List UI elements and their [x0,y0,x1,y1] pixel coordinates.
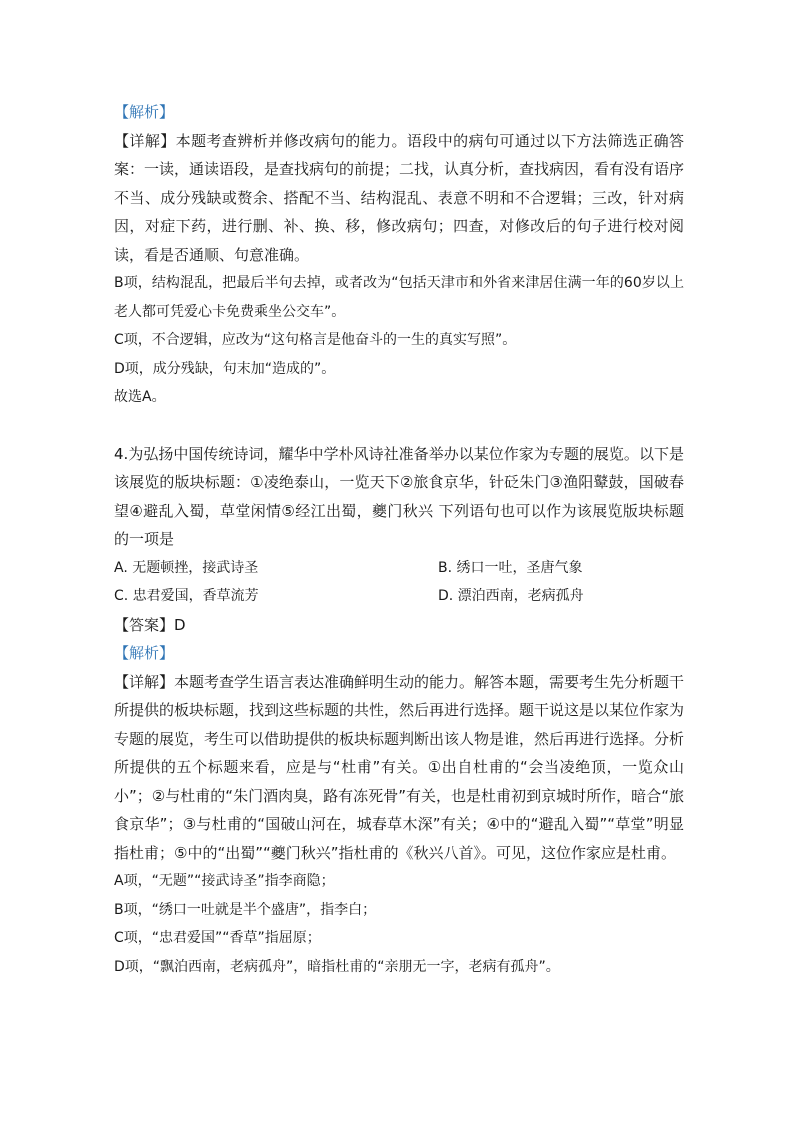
answer-line-d: D项，成分残缺，句末加“造成的”。 [114,360,336,377]
analysis-label-2: 【解析】 [114,644,175,662]
conclusion-line: 故选A。 [114,389,166,405]
explain-line-c: C项，“忠君爱国”“香草”指屈原； [114,930,321,946]
option-d: D. 漂泊西南，老病孤舟 [438,588,584,604]
answer-text: 【答案】D [114,615,186,634]
analysis-label: 【解析】 [114,103,175,121]
answer-label [114,611,684,640]
explain-line-b: B项，“绣口一吐就是半个盛唐”，指李白； [114,901,377,918]
explain-line-d: D项，“飘泊西南，老病孤舟”，暗指杜甫的“亲朋无一字，老病有孤舟”。 [114,958,560,975]
option-b: B. 绣口一吐，圣唐气象 [438,559,583,576]
options-grid [114,554,684,611]
answer-line-b: B项，结构混乱，把最后半句去掉，或者改为“包括天津市和外省来津居住满一年的60岁以上老人都可凭爱心卡免费乘坐公交车”。 [114,275,684,320]
explain-line-a: A项，“无题”“接武诗圣”指李商隐； [114,873,335,889]
detail-paragraph-2: 【详解】本题考查学生语言表达准确鲜明生动的能力。解答本题，需要考生先分析题干所提供的板块标题，找到这些标题的共性，然后再进行选择。题干说这是以某位作家为专题的展览，考生可以借助提供的板块标题判断出该人物是谁，然后再进行选择。分析所提供的五个标题来看，应是与“杜甫”有关。①出自杜甫的“会当凌绝顶，一览众山小”；②与杜甫的“朱门酒肉臭，路有冻死骨”有关，也是杜甫初到京城时所作，暗合“旅食京华”；③与杜甫的“国破山河在，城春草木深”有关；④中的“避乱入蜀”“草堂”明显指杜甫；⑤中的“出蜀”“夔门秋兴”指杜甫的《秋兴八首》。可见，这位作家应是杜甫。 [114,672,685,862]
question-stem: 4.为弘扬中国传统诗词，耀华中学朴风诗社准备举办以某位作家为专题的展览。以下是该展览的版块标题：①凌绝泰山，一览天下②旅食京华，针砭朱门③渔阳鼙鼓，国破春望④避乱入蜀，草堂闲情⑤经江出蜀，夔门秋兴 下列语句也可以作为该展览版块标题的一项是 [114,444,684,548]
answer-line-c: C项，不合逻辑，应改为“这句格言是他奋斗的一生的真实写照”。 [114,332,517,348]
detail-paragraph: 【详解】本题考查辨析并修改病句的能力。语段中的病句可通过以下方法筛选正确答案：一读，通读语段，是查找病句的前提；二找，认真分析，查找病因，看有没有语序不当、成分残缺或赘余、搭配不当、结构混乱、表意不明和不合逻辑；三改，针对病因，对症下药，进行删、补、换、移，修改病句；四查，对修改后的句子进行校对阅读，看是否通顺、句意准确。 [114,131,685,264]
section-gap [114,412,684,440]
document-page [114,98,684,981]
option-a: A. 无题顿挫，接武诗圣 [114,559,259,576]
option-c: C. 忠君爱国，香草流芳 [114,588,259,604]
